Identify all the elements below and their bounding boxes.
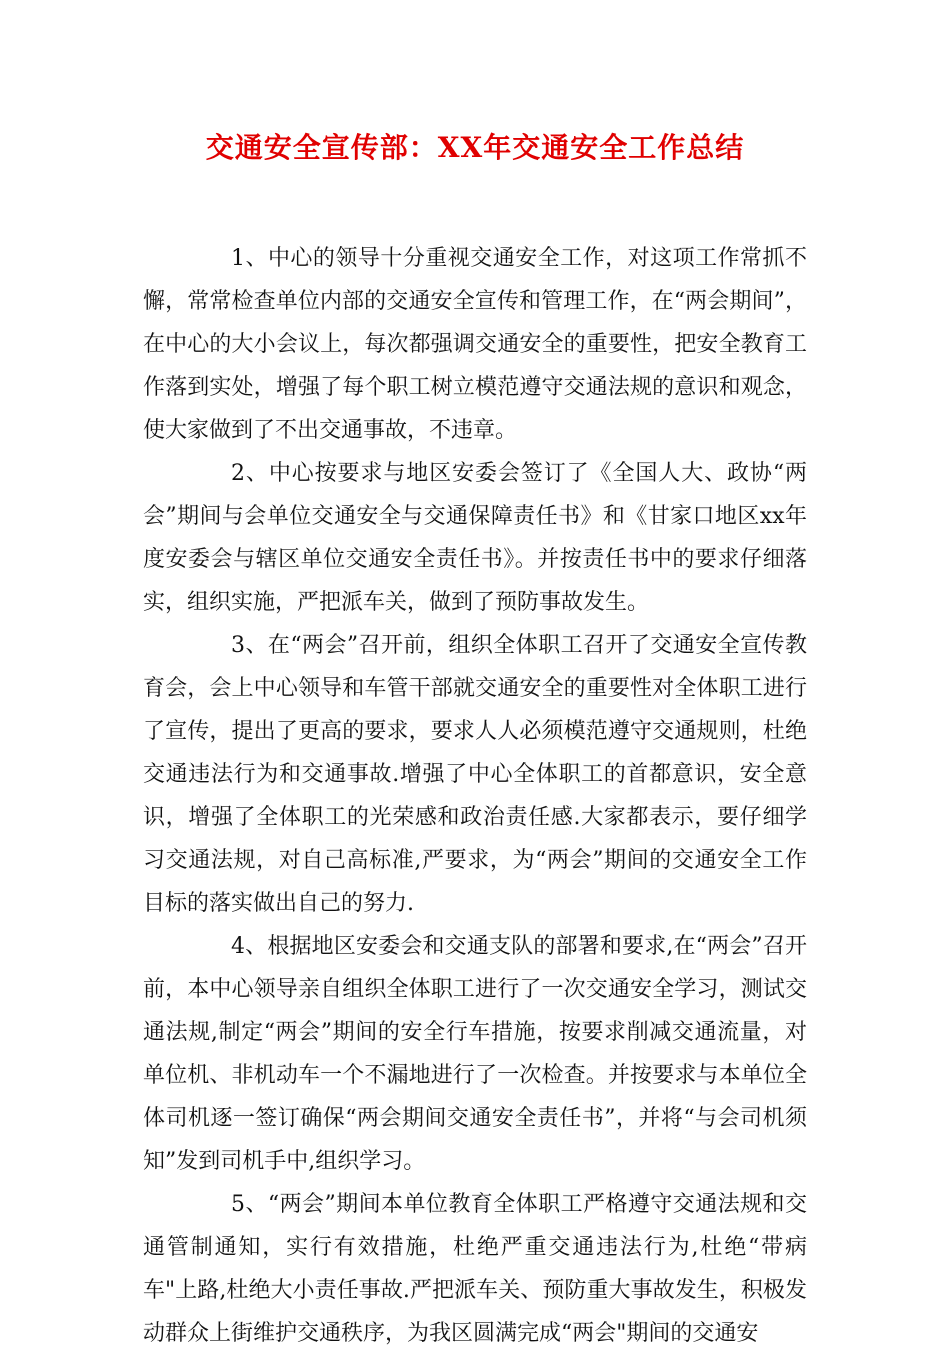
paragraph-4: 4、根据地区安委会和交通支队的部署和要求,在“两会”召开前，本中心领导亲自组织全体职工进行了一次交通安全学习，测试交通法规,制定“两会”期间的安全行车措施，按要求削减交通流量，对单位机、非机动车一个不漏地进行了一次检查。并按要求与本单位全体司机逐一签订确保“两会期间交通安全责任书”，并将“与会司机须知”发到司机手中,组织学习。 (143, 934, 807, 1174)
paragraph-1: 1、中心的领导十分重视交通安全工作，对这项工作常抓不懈，常常检查单位内部的交通安全宣传和管理工作，在“两会期间”，在中心的大小会议上，每次都强调交通安全的重要性，把安全教育工作落到实处，增强了每个职工树立模范遵守交通法规的意识和观念，使大家做到了不出交通事故，不违章。 (143, 246, 807, 443)
paragraph-3: 3、在“两会”召开前，组织全体职工召开了交通安全宣传教育会，会上中心领导和车管干部就交通安全的重要性对全体职工进行了宣传，提出了更高的要求，要求人人必须模范遵守交通规则，杜绝交通违法行为和交通事故.增强了中心全体职工的首都意识，安全意识，增强了全体职工的光荣感和政治责任感.大家都表示，要仔细学习交通法规，对自己高标准,严要求，为“两会”期间的交通安全工作目标的落实做出自己的努力. (143, 633, 807, 916)
document-body (143, 237, 807, 1355)
document-title: 交通安全宣传部：XX年交通安全工作总结 (205, 131, 745, 164)
paragraph-5: 5、“两会”期间本单位教育全体职工严格遵守交通法规和交通管制通知，实行有效措施，杜绝严重交通违法行为,杜绝“带病车"上路,杜绝大小责任事故.严把派车关、预防重大事故发生，积极发动群众上街维护交通秩序，为我区圆满完成“两会"期间的交通安 (143, 1192, 807, 1346)
paragraph-2: 2、中心按要求与地区安委会签订了《全国人大、政协“两会”期间与会单位交通安全与交通保障责任书》和《甘家口地区xx年度安委会与辖区单位交通安全责任书》。并按责任书中的要求仔细落实，组织实施，严把派车关，做到了预防事故发生。 (143, 461, 807, 615)
